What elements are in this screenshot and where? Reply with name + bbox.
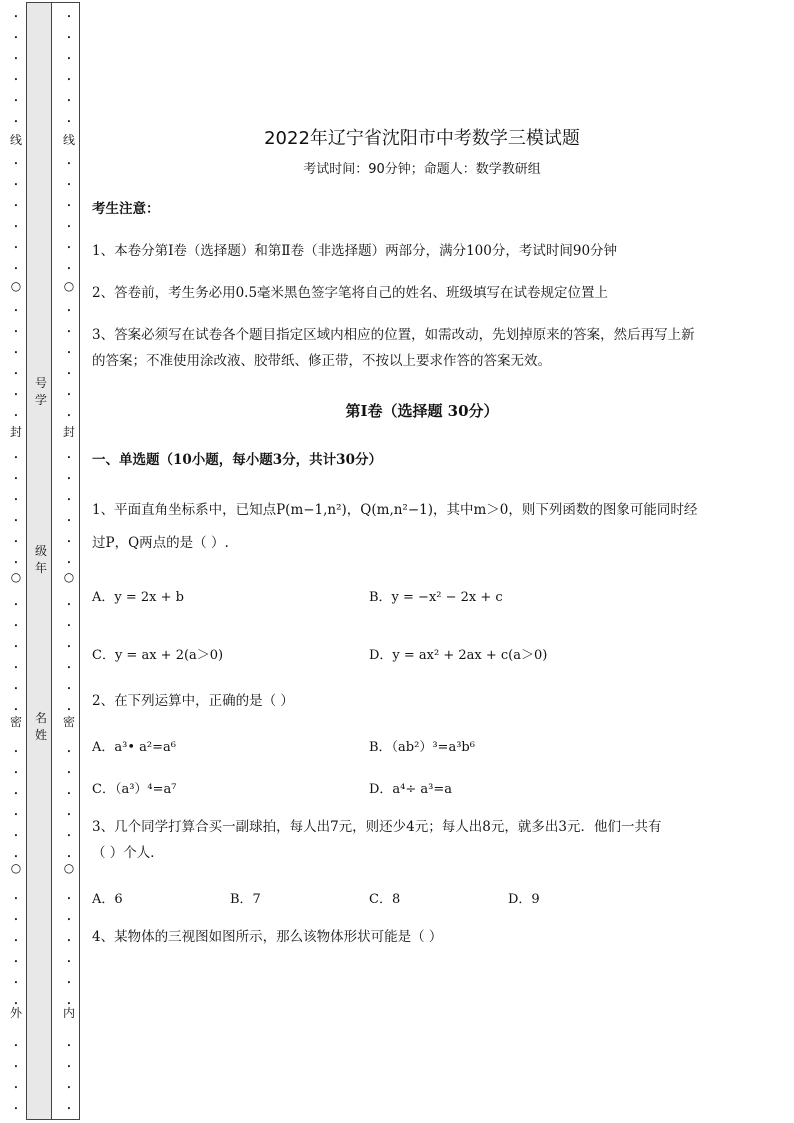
seal-dot: • <box>66 1042 72 1050</box>
seal-mark: ○ <box>63 861 75 875</box>
field-label: 号 学 <box>34 376 47 407</box>
q3-option-d: D．9 <box>508 892 540 907</box>
seal-dot: • <box>13 223 19 231</box>
page-title: 2022年辽宁省沈阳市中考数学三模试题 <box>264 128 580 149</box>
seal-dot: • <box>13 76 19 84</box>
field-label: 级 年 <box>34 544 47 575</box>
seal-dot: • <box>66 853 72 861</box>
seal-dot: • <box>66 685 72 693</box>
seal-dot: • <box>66 244 72 252</box>
seal-dot: • <box>13 349 19 357</box>
seal-dot: • <box>13 748 19 756</box>
field-grade <box>33 543 49 577</box>
seal-dot: • <box>13 769 19 777</box>
seal-dot: • <box>13 664 19 672</box>
seal-dot: • <box>13 979 19 987</box>
seal-dot: • <box>66 1000 72 1008</box>
seal-dot: • <box>13 475 19 483</box>
seal-mark: ○ <box>63 570 75 584</box>
seal-mark: 密 <box>9 715 22 729</box>
seal-dot: • <box>13 412 19 420</box>
seal-dot: • <box>13 1042 19 1050</box>
seal-mark: 封 <box>9 425 22 439</box>
seal-dot: • <box>66 538 72 546</box>
seal-mark: ○ <box>10 570 22 584</box>
q2-option-c: C．（a³）⁴=a⁷ <box>92 782 177 797</box>
seal-dot: • <box>66 97 72 105</box>
seal-dot: • <box>13 1084 19 1092</box>
q1-stem-cont: 过P，Q两点的是（ ）. <box>92 535 229 551</box>
seal-dot: • <box>13 97 19 105</box>
seal-dot: • <box>13 118 19 126</box>
seal-dot: • <box>66 160 72 168</box>
seal-mark: 线 <box>62 133 75 147</box>
q1-option-b: B．y = −x² − 2x + c <box>369 590 503 605</box>
field-label: 名 姓 <box>34 711 47 742</box>
q1-stem: 1、平面直角坐标系中，已知点P(m−1,n²)，Q(m,n²−1)，其中m＞0，则下列函数的图象可能同时经 <box>92 502 698 518</box>
seal-dot: • <box>13 160 19 168</box>
seal-dot: • <box>13 685 19 693</box>
seal-dot: • <box>13 454 19 462</box>
seal-dot: • <box>66 748 72 756</box>
seal-dot: • <box>66 832 72 840</box>
seal-dot: • <box>66 769 72 777</box>
seal-dot: • <box>13 517 19 525</box>
seal-dot: • <box>13 937 19 945</box>
q3-stem: 3、几个同学打算合买一副球拍，每人出7元，则还少4元；每人出8元，就多出3元．他们一共有 <box>92 819 662 835</box>
seal-dot: • <box>13 601 19 609</box>
seal-dot: • <box>66 664 72 672</box>
seal-dot: • <box>66 559 72 567</box>
seal-dot: • <box>66 202 72 210</box>
seal-dot: • <box>66 790 72 798</box>
seal-dot: • <box>66 1105 72 1113</box>
seal-dot: • <box>66 601 72 609</box>
seal-dot: • <box>13 496 19 504</box>
q2-stem: 2、在下列运算中，正确的是（ ） <box>92 693 294 709</box>
seal-dot: • <box>66 496 72 504</box>
seal-dot: • <box>13 958 19 966</box>
notice-item-3-cont: 的答案；不准使用涂改液、胶带纸、修正带，不按以上要求作答的答案无效。 <box>92 353 551 369</box>
seal-dot: • <box>66 391 72 399</box>
seal-dot: • <box>66 1084 72 1092</box>
q1-option-a: A．y = 2x + b <box>92 590 184 605</box>
seal-dot: • <box>66 454 72 462</box>
seal-dot: • <box>66 412 72 420</box>
seal-dot: • <box>66 307 72 315</box>
q1-option-d: D．y = ax² + 2ax + c(a＞0) <box>369 648 548 663</box>
seal-dot: • <box>13 790 19 798</box>
seal-dot: • <box>66 937 72 945</box>
seal-mark: 密 <box>62 715 75 729</box>
q3-option-b: B．7 <box>230 892 261 907</box>
seal-dot: • <box>13 538 19 546</box>
seal-dot: • <box>13 643 19 651</box>
section-title: 一、单选题（10小题，每小题3分，共计30分） <box>92 452 382 468</box>
outer-seal-column <box>6 0 26 1123</box>
notice-heading: 考生注意： <box>92 201 160 217</box>
q3-option-a: A．6 <box>92 892 123 907</box>
seal-dot: • <box>66 916 72 924</box>
seal-dot: • <box>13 853 19 861</box>
q1-option-c: C．y = ax + 2(a＞0) <box>92 648 224 663</box>
seal-dot: • <box>13 1000 19 1008</box>
seal-mark: 封 <box>62 425 75 439</box>
seal-dot: • <box>66 13 72 21</box>
seal-dot: • <box>13 1105 19 1113</box>
q4-stem: 4、某物体的三视图如图所示，那么该物体形状可能是（ ） <box>92 929 443 945</box>
seal-dot: • <box>13 895 19 903</box>
field-student-id <box>33 375 49 409</box>
seal-dot: • <box>66 370 72 378</box>
seal-mark: ○ <box>10 861 22 875</box>
seal-dot: • <box>66 223 72 231</box>
q3-stem-cont: （ ）个人． <box>92 845 164 861</box>
field-name <box>33 710 49 744</box>
seal-dot: • <box>13 265 19 273</box>
seal-dot: • <box>13 202 19 210</box>
seal-dot: • <box>13 244 19 252</box>
seal-dot: • <box>13 622 19 630</box>
q2-option-a: A．a³• a²=a⁶ <box>92 740 176 755</box>
seal-dot: • <box>66 622 72 630</box>
notice-item-1: 1、本卷分第I卷（选择题）和第Ⅱ卷（非选择题）两部分，满分100分，考试时间90分钟 <box>92 243 618 259</box>
seal-mark: 外 <box>9 1006 22 1020</box>
seal-dot: • <box>13 13 19 21</box>
seal-mark: ○ <box>10 279 22 293</box>
seal-dot: • <box>13 307 19 315</box>
q2-option-d: D．a⁴÷ a³=a <box>369 782 453 797</box>
seal-dot: • <box>13 811 19 819</box>
seal-dot: • <box>13 916 19 924</box>
notice-item-2: 2、答卷前，考生务必用0.5毫米黑色签字笔将自己的姓名、班级填写在试卷规定位置上 <box>92 285 609 301</box>
seal-dot: • <box>13 1063 19 1071</box>
seal-dot: • <box>13 55 19 63</box>
page-subtitle: 考试时间：90分钟；命题人：数学教研组 <box>303 162 541 177</box>
q3-option-c: C．8 <box>369 892 401 907</box>
seal-dot: • <box>13 370 19 378</box>
notice-item-3: 3、答案必须写在试卷各个题目指定区域内相应的位置，如需改动，先划掉原来的答案，然后再写上新 <box>92 327 695 343</box>
seal-dot: • <box>66 811 72 819</box>
seal-mark: 线 <box>9 133 22 147</box>
seal-dot: • <box>13 559 19 567</box>
seal-dot: • <box>66 979 72 987</box>
seal-dot: • <box>66 349 72 357</box>
seal-dot: • <box>66 895 72 903</box>
seal-dot: • <box>66 328 72 336</box>
seal-dot: • <box>66 34 72 42</box>
seal-dot: • <box>66 517 72 525</box>
seal-dot: • <box>13 328 19 336</box>
seal-dot: • <box>13 181 19 189</box>
part1-title: 第I卷（选择题 30分） <box>345 402 499 420</box>
seal-dot: • <box>13 34 19 42</box>
seal-dot: • <box>13 706 19 714</box>
seal-dot: • <box>66 1063 72 1071</box>
seal-dot: • <box>66 118 72 126</box>
seal-dot: • <box>66 706 72 714</box>
inner-seal-column <box>59 0 79 1123</box>
q2-option-b: B．（ab²）³=a³b⁶ <box>369 740 475 755</box>
seal-dot: • <box>66 181 72 189</box>
seal-dot: • <box>66 55 72 63</box>
seal-mark: ○ <box>63 279 75 293</box>
seal-dot: • <box>66 76 72 84</box>
seal-dot: • <box>66 475 72 483</box>
seal-dot: • <box>66 643 72 651</box>
seal-dot: • <box>13 391 19 399</box>
seal-dot: • <box>66 958 72 966</box>
seal-dot: • <box>13 832 19 840</box>
seal-dot: • <box>66 265 72 273</box>
seal-mark: 内 <box>62 1006 75 1020</box>
